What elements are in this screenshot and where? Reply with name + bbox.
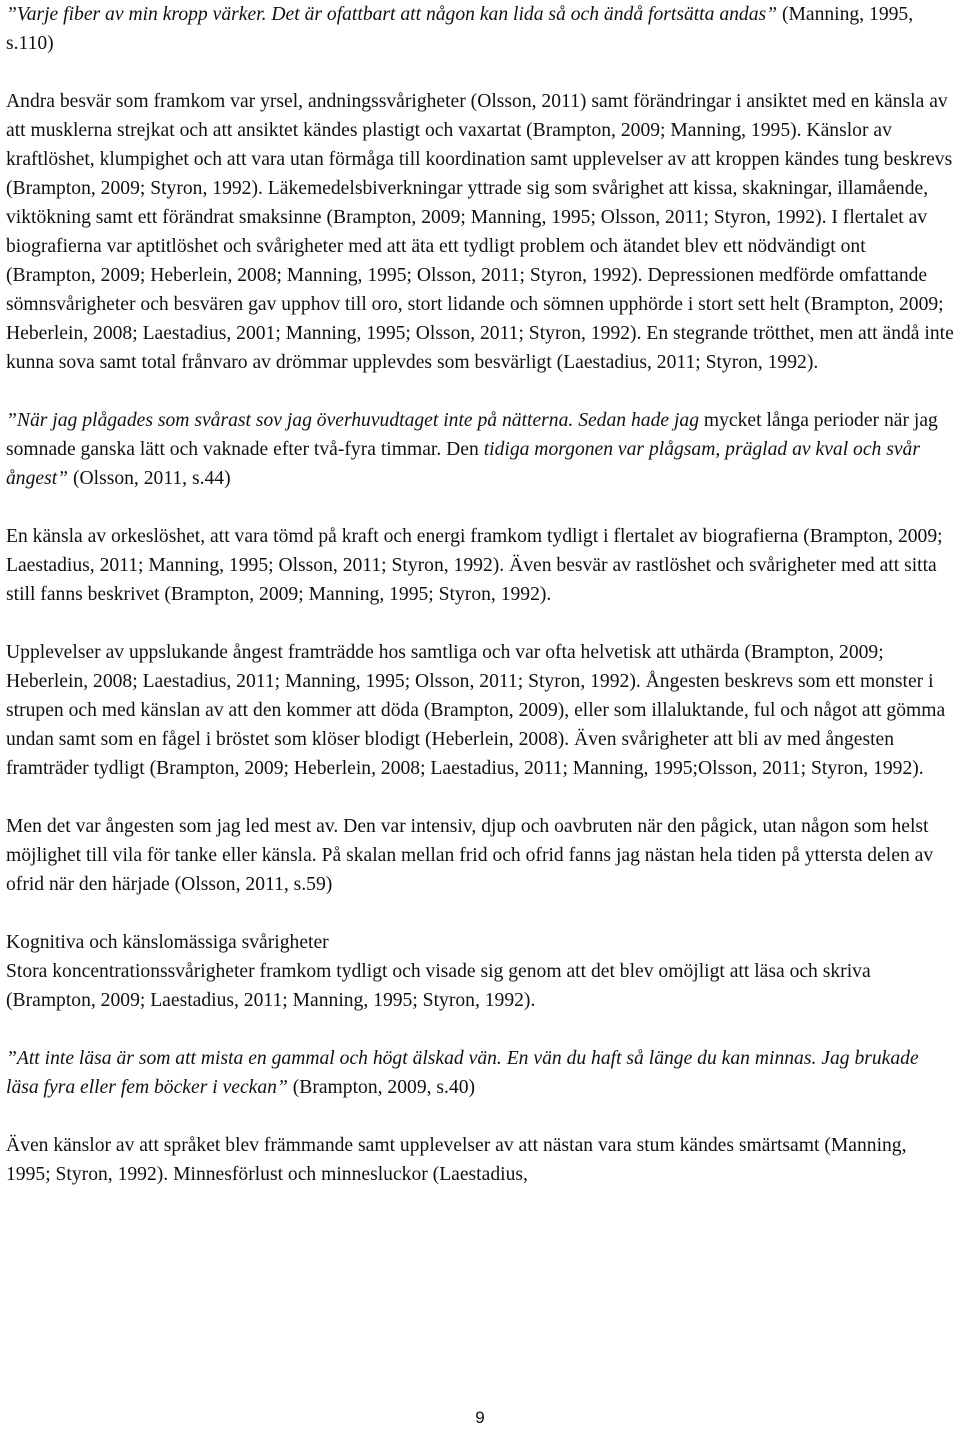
quote-text: ”När jag plågades som svårast sov jag överhuvudtaget inte på nätterna. Sedan hade jag	[6, 410, 699, 431]
quote-paragraph	[6, 1044, 954, 1102]
section-heading	[6, 928, 954, 957]
heading-text: Kognitiva och känslomässiga svårigheter	[6, 932, 329, 953]
body-text: Andra besvär som framkom var yrsel, andningssvårigheter (Olsson, 2011) samt förändringar i ansiktet med en känsla av att musklerna strejkat och att ansiktet kändes plastigt och vaxartat (Brampton, 2009; Manning, 1995). Känslor av kraftlöshet, klumpighet och att vara utan förmåga till koordination samt upplevelser av att kroppen kändes tung beskrevs (Brampton, 2009; Styron, 1992). Läkemedelsbiverkningar yttrade sig som svårighet att kissa, skakningar, illamående, viktökning samt ett förändrat smaksinne (Brampton, 2009; Manning, 1995; Olsson, 2011; Styron, 1992). I flertalet av biografierna var aptitlöshet och svårigheter med att äta ett tydligt problem och ätandet blev ett nödvändigt ont (Brampton, 2009; Heberlein, 2008; Manning, 1995; Olsson, 2011; Styron, 1992). Depressionen medförde omfattande sömnsvårigheter och besvären gav upphov till oro, stort lidande och sömnen upphörde i stort sett helt (Brampton, 2009; Heberlein, 2008; Laestadius, 2001; Manning, 1995; Olsson, 2011; Styron, 1992). En stegrande trötthet, men att ändå inte kunna sova samt total frånvaro av drömmar upplevdes som besvärligt (Laestadius, 2011; Styron, 1992).	[6, 91, 954, 373]
body-paragraph	[6, 957, 954, 1015]
quote-text: tidiga morgonen var plågsam, präglad av kval och svår ångest”	[6, 439, 920, 489]
body-text: Upplevelser av uppslukande ångest framträdde hos samtliga och var ofta helvetisk att uthärda (Brampton, 2009; Heberlein, 2008; Laestadius, 2011; Manning, 1995; Olsson, 2011; Styron, 1992). Ångesten beskrevs som ett monster i strupen och med känslan av att den kommer att döda (Brampton, 2009), eller som illaluktande, ful och något att gömma undan samt som en fågel i bröstet som klöser blodigt (Heberlein, 2008). Även svårigheter att bli av med ångesten framträder tydligt (Brampton, 2009; Heberlein, 2008; Laestadius, 2011; Manning, 1995;Olsson, 2011; Styron, 1992).	[6, 642, 946, 779]
quote-text-upright: Men det var ångesten som jag led mest av. Den var intensiv, djup och oavbruten när den pågick, utan någon som helst möjlighet till vila för tanke eller känsla. På skalan mellan frid och ofrid fanns jag nästan hela tiden på yttersta delen av ofrid när den härjade (Olsson, 2011, s.59)	[6, 816, 934, 895]
citation-text: (Manning, 1995, s.110)	[6, 4, 914, 54]
body-paragraph	[6, 1131, 954, 1189]
citation-text: (Olsson, 2011, s.44)	[68, 468, 231, 489]
quote-paragraph	[6, 406, 954, 493]
quote-text: ”Att inte läsa är som att mista en gammal och högt älskad vän. En vän du haft så länge du kan minnas. Jag brukade läsa fyra eller fem böcker i veckan”	[6, 1048, 919, 1098]
citation-text: (Brampton, 2009, s.40)	[287, 1077, 476, 1098]
quote-paragraph	[6, 0, 954, 58]
body-text: Även känslor av att språket blev främmande samt upplevelser av att nästan vara stum kändes smärtsamt (Manning, 1995; Styron, 1992). Minnesförlust och minnesluckor (Laestadius,	[6, 1135, 907, 1185]
body-paragraph	[6, 522, 954, 609]
page-number: 9	[475, 1408, 485, 1427]
body-paragraph	[6, 638, 954, 783]
quote-text: ”Varje fiber av min kropp värker. Det är ofattbart att någon kan lida så och ändå fortsätta andas”	[6, 4, 778, 25]
body-text: Stora koncentrationssvårigheter framkom tydligt och visade sig genom att det blev omöjligt att läsa och skriva (Brampton, 2009; Laestadius, 2011; Manning, 1995; Styron, 1992).	[6, 961, 871, 1011]
quote-paragraph	[6, 812, 954, 899]
quote-text-upright: mycket långa perioder när jag somnade ganska lätt och vaknade efter två-fyra timmar. Den	[6, 410, 938, 460]
body-text: En känsla av orkeslöshet, att vara tömd på kraft och energi framkom tydligt i flertalet av biografierna (Brampton, 2009; Laestadius, 2011; Manning, 1995; Olsson, 2011; Styron, 1992). Även besvär av rastlöshet och svårigheter med att sitta still fanns beskrivet (Brampton, 2009; Manning, 1995; Styron, 1992).	[6, 526, 943, 605]
body-paragraph	[6, 87, 954, 377]
